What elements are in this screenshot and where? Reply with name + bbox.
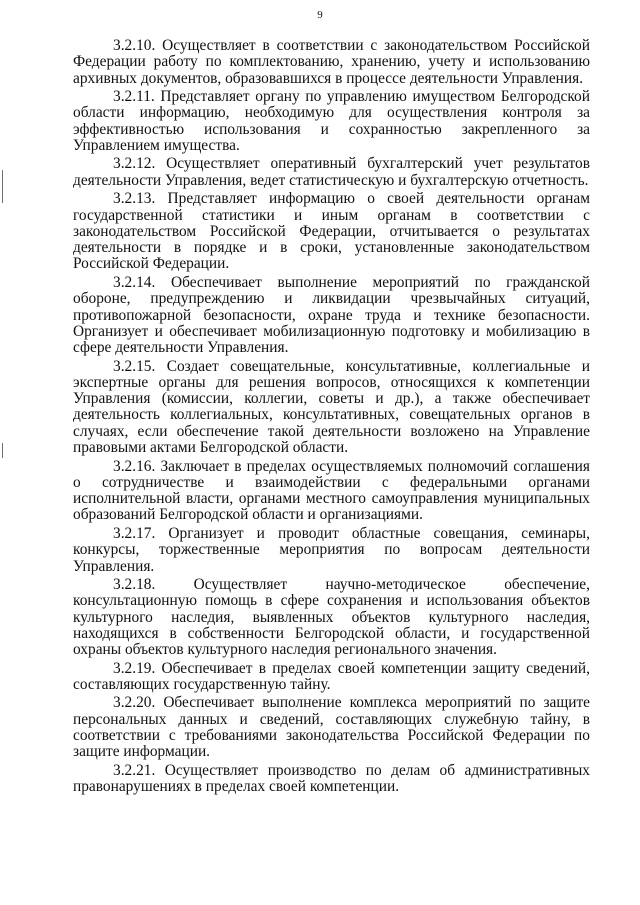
paragraph-3-2-16: 3.2.16. Заключает в пределах осуществляемых полномочий соглашения о сотрудничестве и взаимодействии с федеральными органами исполнительной власти, органами местного самоуправления муниципальных образований Белгородской области и организациями. [73,457,590,524]
paragraph-3-2-20: 3.2.20. Обеспечивает выполнение комплекса мероприятий по защите персональных данных и сведений, составляющих служебную тайну, в соответствии с требованиями законодательства Российской Федерации по защите информации. [73,694,590,761]
paragraph-3-2-11: 3.2.11. Представляет органу по управлению имуществом Белгородской области информацию, необходимую для осуществления контроля за эффективностью использования и сохранностью закрепленного за Управлением имущества. [73,88,590,154]
paragraph-3-2-19: 3.2.19. Обеспечивает в пределах своей компетенции защиту сведений, составляющих государственную тайну. [73,659,590,693]
document-body [73,38,590,798]
paragraph-3-2-13: 3.2.13. Представляет информацию о своей деятельности органам государственной статистики и иным органам в соответствии с законодательством Российской Федерации, отчитывается о результатах деятельности в порядке и в сроки, установленные законодательством Российской Федерации. [73,190,590,273]
paragraph-3-2-18: 3.2.18. Осуществляет научно-методическое обеспечение, консультационную помощь в сфере сохранения и использования объектов культурного наследия, выявленных объектов культурного наследия, находящихся в собственности Белгородской области, и государственной охраны объектов культурного наследия регионального значения. [73,576,590,659]
paragraph-3-2-14: 3.2.14. Обеспечивает выполнение мероприятий по гражданской обороне, предупреждению и ликвидации чрезвычайных ситуаций, противопожарной безопасности, охране труда и технике безопасности. Организует и обеспечивает мобилизационную подготовку и мобилизацию в сфере деятельности Управления. [73,273,590,357]
page-number: 9 [317,9,323,21]
paragraph-3-2-21: 3.2.21. Осуществляет производство по делам об административных правонарушениях в пределах своей компетенции. [73,761,590,796]
scan-edge-mark [2,443,3,458]
paragraph-3-2-17: 3.2.17. Организует и проводит областные совещания, семинары, конкурсы, торжественные мероприятия по вопросам деятельности Управления. [73,524,590,575]
paragraph-3-2-10: 3.2.10. Осуществляет в соответствии с законодательством Российской Федерации работу по комплектованию, хранению, учету и использованию архивных документов, образовавшихся в процессе деятельности Управления. [73,37,590,87]
paragraph-3-2-15: 3.2.15. Создает совещательные, консультативные, коллегиальные и экспертные органы для решения вопросов, относящихся к компетенции Управления (комиссии, коллегии, советы и др.), а также обеспечивает деятельность коллегиальных, консультативных, совещательных органов в случаях, если обеспечение такой деятельности возложено на Управление правовыми актами Белгородской области. [73,357,590,457]
paragraph-3-2-12: 3.2.12. Осуществляет оперативный бухгалтерский учет результатов деятельности Управления, ведет статистическую и бухгалтерскую отчетность. [73,155,590,189]
scan-edge-mark [2,170,3,203]
